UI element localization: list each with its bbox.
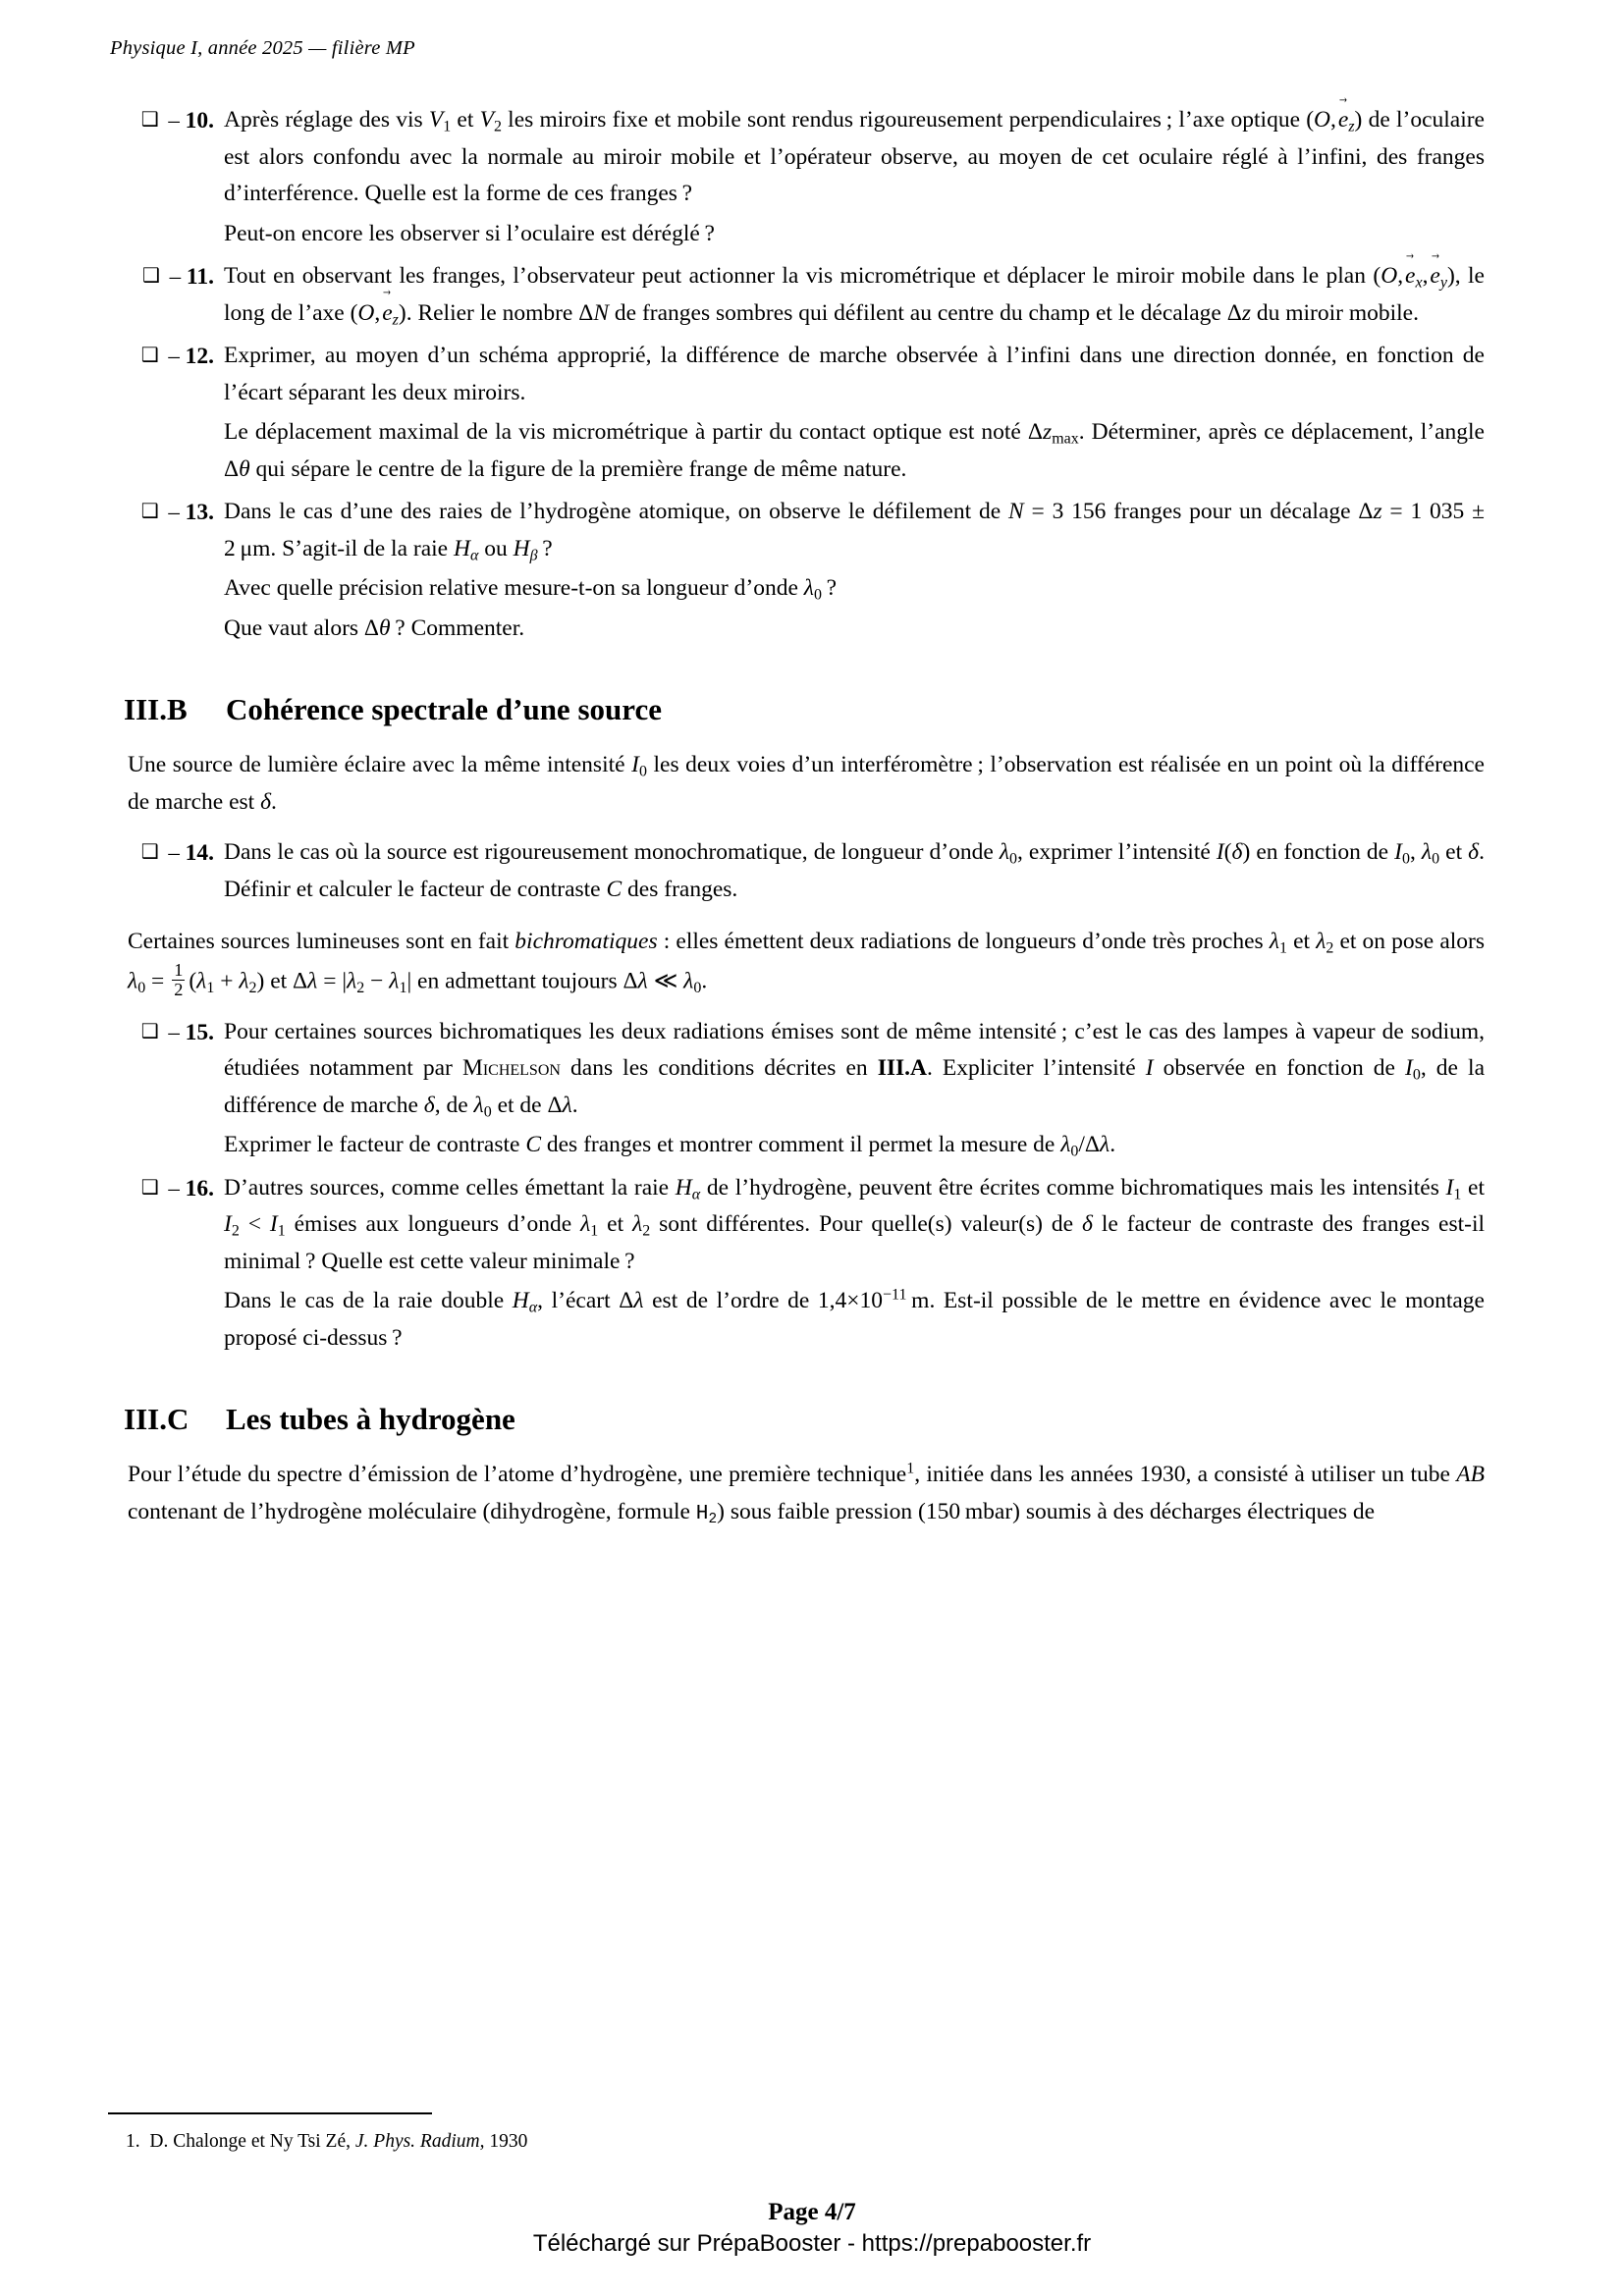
question-marker-16 xyxy=(106,1170,224,1207)
question-marker-14 xyxy=(106,834,224,872)
paragraph: Tout en observant les franges, l’observateur peut actionner la vis micrométrique et déplacer le miroir mobile dans le plan (O, $e \to_x$, $e \to_y$), le long de l’axe (O, $e \to_z$). Relier le nombre ΔN de franges sombres qui défilent au centre du champ et le décalage Δz du miroir mobile. xyxy=(224,258,1485,332)
checkbox-icon[interactable]: ❑ xyxy=(140,345,159,366)
paragraph: Exprimer le facteur de contraste C des franges et montrer comment il permet la mesure de $\lambda_0/\Delta\lambda$. xyxy=(224,1132,1116,1160)
question-text-15 xyxy=(224,1014,1485,1166)
paragraph: Que vaut alors Δθ ? Commenter. xyxy=(224,614,525,641)
question-marker-10 xyxy=(106,102,224,139)
question-dash: – xyxy=(168,1019,180,1044)
paragraph: Dans le cas où la source est rigoureusement monochromatique, de longueur d’onde $\lambda_0$, exprimer l’intensité I(δ) en fonction de $I_0$, $\lambda_0$ et δ. Définir et calculer le facteur de contraste C des franges. xyxy=(224,839,1485,902)
question-number: 12. xyxy=(185,344,214,369)
question-item-12 xyxy=(106,338,1485,490)
question-text-12 xyxy=(224,338,1485,490)
proper-name-michelson: Michelson xyxy=(461,1055,561,1082)
question-marker-11 xyxy=(106,258,224,295)
question-number: 15. xyxy=(185,1019,214,1045)
question-item-16 xyxy=(106,1170,1485,1360)
question-text-13 xyxy=(224,494,1485,649)
question-marker-15 xyxy=(106,1014,224,1051)
paragraph: Exprimer, au moyen d’un schéma approprié, la différence de marche observée à l’infini dans une direction donnée, en fonction de l’écart séparant les deux miroirs. xyxy=(224,343,1485,405)
question-dash: – xyxy=(168,108,180,133)
question-dash: – xyxy=(168,344,180,368)
footnote-reference[interactable]: 1 xyxy=(906,1460,915,1477)
document-body xyxy=(106,102,1485,1546)
delta-z-unit: μm xyxy=(240,535,271,561)
section-number: III.C xyxy=(124,1402,189,1437)
paragraph: Pour certaines sources bichromatiques les deux radiations émises sont de même intensité ; c’est le cas des lampes à vapeur de sodium, étudiées notamment par Michelson dans les conditions décrites en III.A. Expliciter l’intensité I observée en fonction de $I_0$, de la différence de marche δ, de $\lambda_0$ et de Δλ. xyxy=(224,1018,1486,1121)
checkbox-icon[interactable]: ❑ xyxy=(141,265,160,287)
paragraph: D’autres sources, comme celles émettant la raie $H_\alpha$ de l’hydrogène, peuvent être écrites comme bichromatiques mais les intensités $I_1$ et $I_2 < I_1$ émises aux longueurs d’onde $\lambda_1$ et $\lambda_2$ sont différentes. Pour quelle(s) valeur(s) de δ le facteur de contraste des franges est-il minimal ? Quelle est cette valeur minimale ? xyxy=(224,1174,1486,1274)
checkbox-icon[interactable]: ❑ xyxy=(140,1176,159,1199)
paragraph: Après réglage des vis $V_1$ et $V_2$ les miroirs fixe et mobile sont rendus rigoureusement perpendiculaires ; l’axe optique (O, $e \to_z$) de l’oculaire est alors confondu avec la normale au miroir mobile et l’opérateur observe, au moyen de cet oculaire réglé à l’infini, des franges d’interférence. Quelle est la forme de ces franges ? xyxy=(224,102,1485,213)
delta-z-value: 1 035 ± 2 xyxy=(224,499,1485,561)
decade-value: 1930 xyxy=(1139,1462,1186,1488)
page-number: Page 4/7 xyxy=(768,2199,856,2225)
paragraph: Le déplacement maximal de la vis micrométrique à partir du contact optique est noté $\Delta z_{max}$. Déterminer, après ce déplacement, l’angle Δθ qui sépare le centre de la figure de la première frange de même nature. xyxy=(224,419,1485,482)
question-dash: – xyxy=(169,264,182,289)
footnote-authors: D. Chalonge et Ny Tsi Zé, xyxy=(149,2131,351,2152)
question-marker-13 xyxy=(106,494,224,531)
question-number: 14. xyxy=(185,840,214,866)
question-text-11 xyxy=(224,258,1485,334)
question-dash: – xyxy=(168,1175,180,1201)
paragraph: Peut-on encore les observer si l’oculaire est déréglé ? xyxy=(224,220,715,246)
question-item-14 xyxy=(106,834,1485,910)
one-half-fraction: $\frac{1}{2}$ xyxy=(174,959,184,999)
checkbox-icon[interactable]: ❑ xyxy=(140,501,159,522)
question-dash: – xyxy=(168,500,180,524)
bichromatic-paragraph: Certaines sources lumineuses sont en fait bichromatiques : elles émettent deux radiations de longueurs d’onde très proches $\lambda_1$ et $\lambda_2$ et on pose alors $\lambda_0$ = $\frac{1}{2}$ $(\lambda_1 + \lambda_2)$ et $\Delta\lambda = |\lambda_2 - \lambda_1|$ en admettant toujours Δλ ≪ $\lambda_0$. xyxy=(128,929,1486,999)
delta-lambda-value: 1,4×10 xyxy=(817,1288,884,1314)
question-dash: – xyxy=(168,840,180,865)
pressure-value: 150 xyxy=(925,1498,961,1524)
question-number: 16. xyxy=(185,1175,214,1201)
footnote-marker: 1. xyxy=(126,2131,140,2152)
section-title: Les tubes à hydrogène xyxy=(226,1402,515,1437)
question-number: 11. xyxy=(186,264,214,290)
pressure-unit: mbar xyxy=(964,1498,1013,1524)
question-marker-12 xyxy=(106,338,224,375)
section-heading-iiib xyxy=(124,692,1485,727)
N-value: 3 156 xyxy=(1052,499,1107,524)
question-text-16 xyxy=(224,1170,1485,1360)
question-item-10 xyxy=(106,102,1485,254)
running-header: Physique I, année 2025 — filière MP xyxy=(110,37,415,59)
checkbox-icon[interactable]: ❑ xyxy=(140,841,159,863)
question-item-13 xyxy=(106,494,1485,649)
footnote-rule xyxy=(108,2112,432,2114)
question-text-10 xyxy=(224,102,1485,254)
question-item-15 xyxy=(106,1014,1485,1166)
tube-label: AB xyxy=(1456,1462,1485,1488)
question-number: 10. xyxy=(185,108,214,133)
delta-lambda-unit: m xyxy=(911,1288,930,1314)
molecule-formula: $H_2$ xyxy=(695,1501,718,1527)
footnote-year: 1930 xyxy=(489,2131,528,2152)
paragraph: Dans le cas d’une des raies de l’hydrogène atomique, on observe le défilement de N = 3 156 franges pour un décalage Δz = 1 035 ± 2 μm. S’agit-il de la raie $H_\alpha$ ou $H_\beta$ ? xyxy=(224,499,1485,563)
delta-lambda-exponent: −11 xyxy=(883,1286,907,1304)
download-watermark: Téléchargé sur PrépaBooster - https://prepabooster.fr xyxy=(532,2230,1092,2257)
paragraph: Dans le cas de la raie double $H_\alpha$, l’écart Δλ est de l’ordre de $1,4\times 10^{-11}$ m. Est-il possible de le mettre en évidence avec le montage proposé ci-dessus ? xyxy=(224,1286,1485,1351)
checkbox-icon[interactable]: ❑ xyxy=(140,1020,159,1042)
hydrogen-tubes-paragraph: Pour l’étude du spectre d’émission de l’atome d’hydrogène, une première technique$^1$, initiée dans les années 1930, a consisté à utiliser un tube AB contenant de l’hydrogène moléculaire (dihydrogène, formule $H_2$) sous faible pression (150 mbar) soumis à des décharges électriques de xyxy=(128,1460,1485,1527)
section-title: Cohérence spectrale d’une source xyxy=(226,692,662,726)
checkbox-icon[interactable]: ❑ xyxy=(140,109,159,131)
paragraph: Avec quelle précision relative mesure-t-on sa longueur d’onde $\lambda_0$ ? xyxy=(224,575,838,604)
footnote-journal: J. Phys. Radium, xyxy=(354,2131,485,2152)
question-item-11 xyxy=(106,258,1485,334)
footnote xyxy=(126,2128,527,2156)
question-number: 13. xyxy=(185,500,214,525)
section-heading-iiic xyxy=(124,1402,1485,1437)
intro-paragraph-iiib: Une source de lumière éclaire avec la même intensité $I_0$ les deux voies d’un interféromètre ; l’observation est réalisée en un point où la différence de marche est δ. xyxy=(128,752,1485,815)
emphasis-bichromatiques: bichromatiques xyxy=(514,929,658,954)
section-reference: III.A xyxy=(877,1055,927,1082)
section-number: III.B xyxy=(124,692,188,726)
question-text-14 xyxy=(224,834,1485,910)
